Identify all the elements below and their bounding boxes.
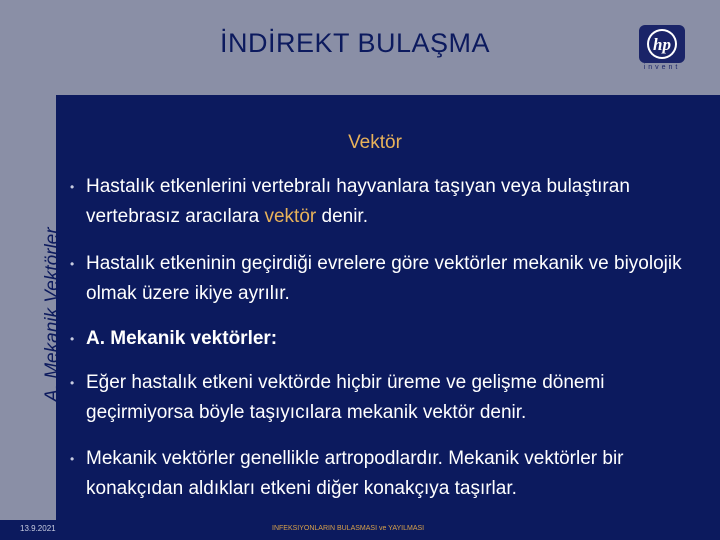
bullet-item	[70, 249, 700, 309]
header-bar	[0, 0, 720, 95]
hp-logo-icon	[638, 24, 686, 64]
bullet-dot: •	[70, 180, 75, 194]
bullet-heading: A. Mekanik vektörler:	[86, 328, 278, 349]
highlight-word: vektör	[264, 206, 317, 227]
subtitle: Vektör	[348, 132, 402, 153]
bullet-text	[86, 176, 630, 227]
bullet-dot: •	[70, 332, 75, 346]
footer-date: 13.9.2021	[20, 524, 56, 533]
footer-text: INFEKSIYONLARIN BULASMASI ve YAYILMASI	[272, 525, 425, 532]
bullet-text-part: denir.	[316, 206, 368, 227]
logo-tagline: invent	[643, 64, 681, 71]
bullet-dot: •	[70, 257, 75, 271]
slide-title: İNDİREKT BULAŞMA	[219, 28, 491, 58]
bullet-text: Hastalık etkeninin geçirdiği evrelere göre vektörler mekanik ve biyolojik olmak üzere ikiye ayrılır.	[86, 253, 682, 304]
bullet-item	[70, 324, 277, 354]
bullet-item	[70, 172, 700, 232]
bullet-item	[70, 444, 700, 504]
side-title: A. Mekanik Vektörler	[42, 227, 63, 402]
bullet-text: Mekanik vektörler genellikle artropodlardır. Mekanik vektörler bir konakçıdan aldıkları etkeni diğer konakçıya taşırlar.	[86, 448, 624, 499]
bullet-dot: •	[70, 376, 75, 390]
bullet-text-part: Hastalık etkenlerini vertebralı hayvanlara taşıyan veya bulaştıran vertebrasız aracılara	[86, 176, 630, 227]
bullet-item	[70, 368, 700, 428]
bullet-text: Eğer hastalık etkeni vektörde hiçbir üreme ve gelişme dönemi geçirmiyorsa böyle taşıyıcılara mekanik vektör denir.	[86, 372, 605, 423]
logo-text: hp	[653, 35, 671, 54]
bullet-dot: •	[70, 452, 75, 466]
